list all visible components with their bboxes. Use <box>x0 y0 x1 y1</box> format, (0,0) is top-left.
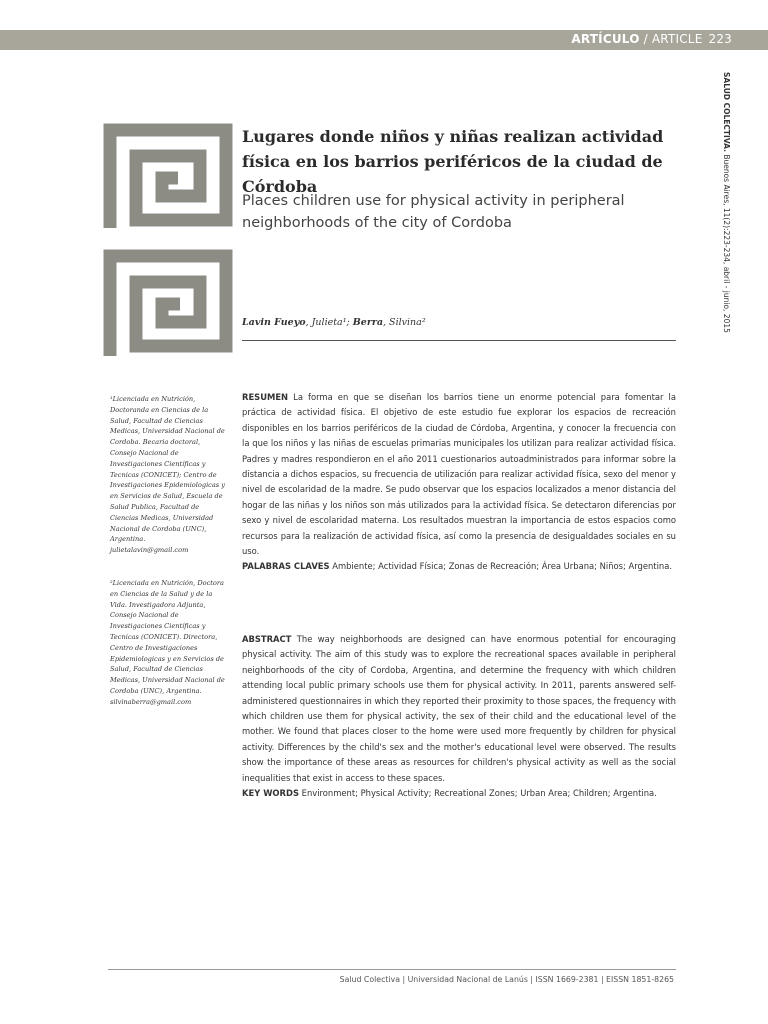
resumen-section <box>242 390 676 575</box>
journal-name: SALUD COLECTIVA. <box>722 72 731 152</box>
abstract-label: ABSTRACT <box>242 634 292 644</box>
section-es: ARTÍCULO <box>571 32 640 46</box>
affiliation-email[interactable]: julietalavin@gmail.com <box>110 546 189 555</box>
page-number: 223 <box>708 32 732 46</box>
keywords-label: KEY WORDS <box>242 788 299 799</box>
resumen-label: RESUMEN <box>242 392 289 402</box>
title-divider <box>242 340 676 341</box>
affiliation-text: ¹Licenciada en Nutrición, Doctoranda en Ciencias de la Salud, Facultad de Ciencias Medicas, Universidad Nacional de Cordoba. Becaria doctoral, Consejo Nacional de Investigaciones Científicas y Tecnicas (CONICET); Centro de Investigaciones Epidemiologicas y en Servicios de Salud, Escuela de Salud Publica, Facultad de Ciencias Medicas, Universidad Nacional de Cordoba (UNC), Argentina. <box>110 395 226 544</box>
abstract-text: The way neighborhoods are designed can have enormous potential for encouraging physical activity. The aim of this study was to explore the recreational spaces available in peripheral neighborhoods of the city of Cordoba, Argentina, and determine the frequency with which children attending local public primary schools use them for physical activity. In 2011, parents answered self-administered questionnaires in which they reported their proximity to those spaces, the frequency with which children use them for physical activity, the sex of their child and the educational level of the mother. We found that places closer to the home were used more frequently by children for physical activity. Differences by the child's sex and the mother's educational level were observed. The results show the importance of these areas as resources for children's physical activity as well as the social inequalities that exist in access to these spaces. <box>242 634 676 783</box>
palabras-claves-text: Ambiente; Actividad Física; Zonas de Recreación; Área Urbana; Niños; Argentina. <box>329 561 673 572</box>
keywords-text: Environment; Physical Activity; Recreational Zones; Urban Area; Children; Argentina. <box>298 788 657 799</box>
header-section <box>571 32 732 46</box>
affiliation-1 <box>110 394 228 556</box>
footer-divider <box>108 969 676 970</box>
author-list <box>242 317 682 328</box>
author-given: , Julieta¹; <box>305 317 353 328</box>
article-title: Lugares donde niños y niñas realizan actividad física en los barrios periféricos de la ciudad de Córdoba <box>242 127 664 196</box>
affiliation-text: ²Licenciada en Nutrición, Doctora en Ciencias de la Salud y de la Vida. Investigadora Adjunta, Consejo Nacional de Investigaciones Científicas y Tecnicas (CONICET). Directora, Centro de Investigaciones Epidemiologicas y en Servicios de Salud, Facultad de Ciencias Medicas, Universidad Nacional de Cordoba (UNC), Argentina. <box>110 579 225 695</box>
section-en: ARTICLE <box>651 32 703 46</box>
header-bar <box>0 30 768 50</box>
abstract-section <box>242 632 676 801</box>
page-footer: Salud Colectiva | Universidad Nacional de Lanús | ISSN 1669-2381 | EISSN 1851-8265 <box>339 975 674 984</box>
section-separator: / <box>639 32 652 46</box>
journal-citation <box>722 72 731 333</box>
spiral-logo <box>100 120 236 360</box>
affiliation-2 <box>110 578 228 708</box>
palabras-claves-label: PALABRAS CLAVES <box>242 561 330 572</box>
article-subtitle: Places children use for physical activity in peripheral neighborhoods of the city of Cordoba <box>242 193 625 231</box>
affiliation-email[interactable]: silvinaberra@gmail.com <box>110 697 192 706</box>
citation-text: Buenos Aires, 11(2):223-234, abril - junio, 2015 <box>722 151 731 333</box>
author-given: , Silvina² <box>383 317 426 328</box>
resumen-text: La forma en que se diseñan los barrios tiene un enorme potencial para fomentar la práctica de actividad física. El objetivo de este estudio fue explorar los espacios de recreación disponibles en los barrios periféricos de la ciudad de Córdoba, Argentina, y conocer la frecuencia con la que los niños y las niñas de escuelas primarias municipales los utilizan para realizar actividad física. Padres y madres respondieron en el año 2011 cuestionarios autoadministrados para informar sobre la distancia a dichos espacios, su frecuencia de utilización para realizar actividad física, sexo del menor y nivel de escolaridad de la madre. Se pudo observar que los espacios localizados a menor distancia del hogar de las niñas y los niños son más utilizados para la actividad física. Se detectaron diferencias por sexo y nivel de escolaridad materna. Los resultados muestran la importancia de estos espacios como recursos para la realización de actividad física, así como la presencia de desigualdades sociales en su uso. <box>242 392 676 557</box>
author-surname: Lavin Fueyo <box>242 317 306 328</box>
author-surname: Berra <box>352 317 384 328</box>
